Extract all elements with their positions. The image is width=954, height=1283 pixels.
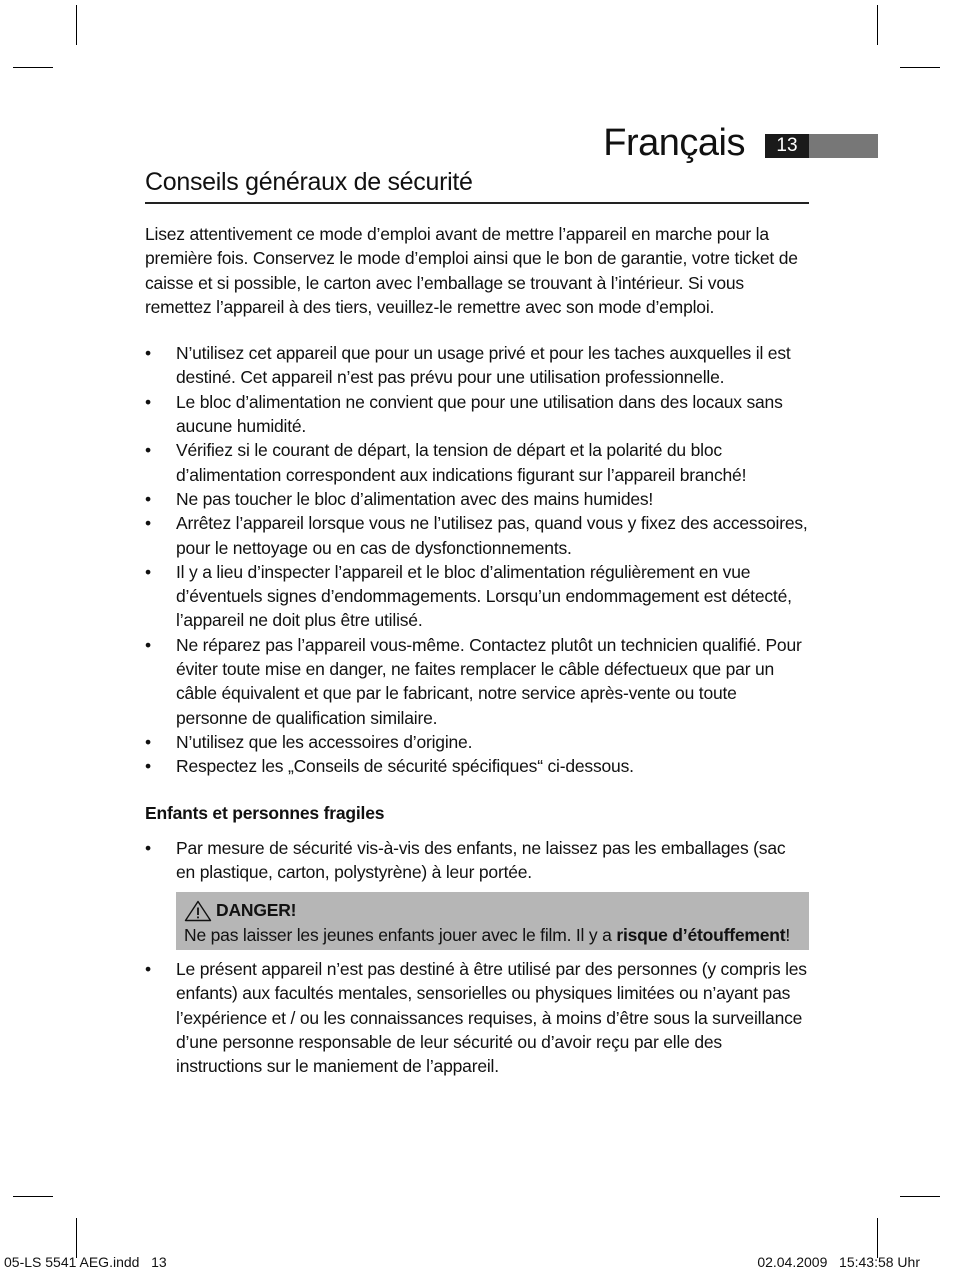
section-title: Conseils généraux de sécurité (145, 168, 809, 204)
children-safety-list-2 (145, 957, 809, 1078)
list-item-text: Le bloc d’alimentation ne convient que pour une utilisation dans des locaux sans aucune humidité. (176, 391, 783, 437)
bullet: • (145, 343, 151, 364)
footer-file: 05-LS 5541 AEG.indd 13 (4, 1254, 167, 1270)
list-item (145, 390, 809, 439)
children-heading: Enfants et personnes fragiles (145, 802, 385, 823)
danger-text (184, 923, 801, 947)
footer-date: 02.04.2009 15:43:58 Uhr (757, 1254, 920, 1270)
bullet: • (145, 756, 151, 777)
list-item (145, 957, 809, 1078)
crop-mark-bottom-right-v (877, 1218, 878, 1258)
crop-mark-bottom-right-h (900, 1196, 940, 1197)
list-item (145, 633, 809, 730)
list-item-text: N’utilisez cet appareil que pour un usage privé et pour les taches auxquelles il est destiné. Cet appareil n’est pas prévu pour une utilisation professionnelle. (176, 343, 791, 388)
crop-mark-top-left-h (13, 67, 53, 68)
general-safety-list (145, 341, 809, 778)
list-item-text: Par mesure de sécurité vis-à-vis des enfants, ne laissez pas les emballages (sac en plastique, carton, polystyrène) à leur portée. (176, 837, 786, 883)
list-item (145, 754, 809, 778)
list-item-text: Le présent appareil n’est pas destiné à être utilisé par des personnes (y compris les enfants) aux facultés mentales, sensorielles ou physiques limitées ou n’ayant pas l’expérience et / ou les connaissances requises, à moins d’être sous la surveillance d’une personne responsable de leur sécurité ou d’avoir reçu par elle des instructions sur le maniement de l’appareil. (176, 959, 807, 1077)
list-item (145, 511, 809, 560)
page-content (145, 222, 809, 1079)
danger-notice (176, 892, 809, 950)
bullet: • (145, 440, 151, 461)
list-item (145, 487, 809, 511)
bullet: • (145, 731, 151, 752)
list-item-text: Ne pas toucher le bloc d’alimentation avec des mains humides! (176, 488, 654, 509)
intro-paragraph: Lisez attentivement ce mode d’emploi avant de mettre l’appareil en marche pour la première fois. Conservez le mode d’emploi ainsi que le bon de garantie, votre ticket de caisse et si possible, le carton avec l’emballage se trouvant à l’intérieur. Si vous remettez l’appareil à des tiers, veuillez-le remettre avec son mode d’emploi. (145, 224, 798, 317)
language-tab-bar (809, 134, 878, 158)
danger-text-bold: risque d’étouffement (616, 924, 786, 945)
crop-mark-top-right-h (900, 67, 940, 68)
bullet: • (145, 488, 151, 509)
crop-mark-top-right-v (877, 5, 878, 45)
language-title: Français (603, 122, 745, 164)
list-item-text: Respectez les „Conseils de sécurité spécifiques“ ci-dessous. (176, 756, 634, 777)
list-item (145, 836, 809, 885)
list-item-text: N’utilisez que les accessoires d’origine. (176, 731, 473, 752)
list-item-text: Vérifiez si le courant de départ, la tension de départ et la polarité du bloc d’alimentation correspondent aux indications figurant sur l’appareil branché! (176, 440, 747, 485)
danger-text-part: Ne pas laisser les jeunes enfants jouer avec le film. Il y a (184, 924, 617, 945)
crop-mark-top-left-v (76, 5, 77, 45)
list-item (145, 438, 809, 487)
bullet: • (145, 837, 151, 858)
crop-mark-bottom-left-h (13, 1196, 53, 1197)
bullet: • (145, 634, 151, 655)
list-item-text: Il y a lieu d’inspecter l’appareil et le bloc d’alimentation régulièrement en vue d’éventuels signes d’endommagements. Lorsqu’un endommagement est détecté, l’appareil ne doit plus être utilisé. (176, 561, 792, 631)
list-item (145, 341, 809, 390)
bullet: • (145, 959, 151, 980)
list-item (145, 730, 809, 754)
bullet: • (145, 391, 151, 412)
crop-mark-bottom-left-v (76, 1218, 77, 1258)
list-item-text: Arrêtez l’appareil lorsque vous ne l’utilisez pas, quand vous y fixez des accessoires, pour le nettoyage ou en cas de dysfonctionnements. (176, 513, 808, 558)
danger-header (184, 898, 801, 922)
bullet: • (145, 561, 151, 582)
warning-triangle-icon (184, 900, 212, 922)
bullet: • (145, 513, 151, 534)
danger-text-end: ! (785, 924, 791, 945)
children-safety-list (145, 836, 809, 885)
page-number: 13 (765, 134, 809, 158)
danger-title: DANGER! (216, 900, 297, 921)
list-item (145, 560, 809, 633)
list-item-text: Ne réparez pas l’appareil vous-même. Contactez plutôt un technicien qualifié. Pour éviter toute mise en danger, ne faites remplacer le câble défectueux que par un câble équivalent et que par le fabricant, notre service après-vente ou toute personne de qualification similaire. (176, 634, 802, 728)
